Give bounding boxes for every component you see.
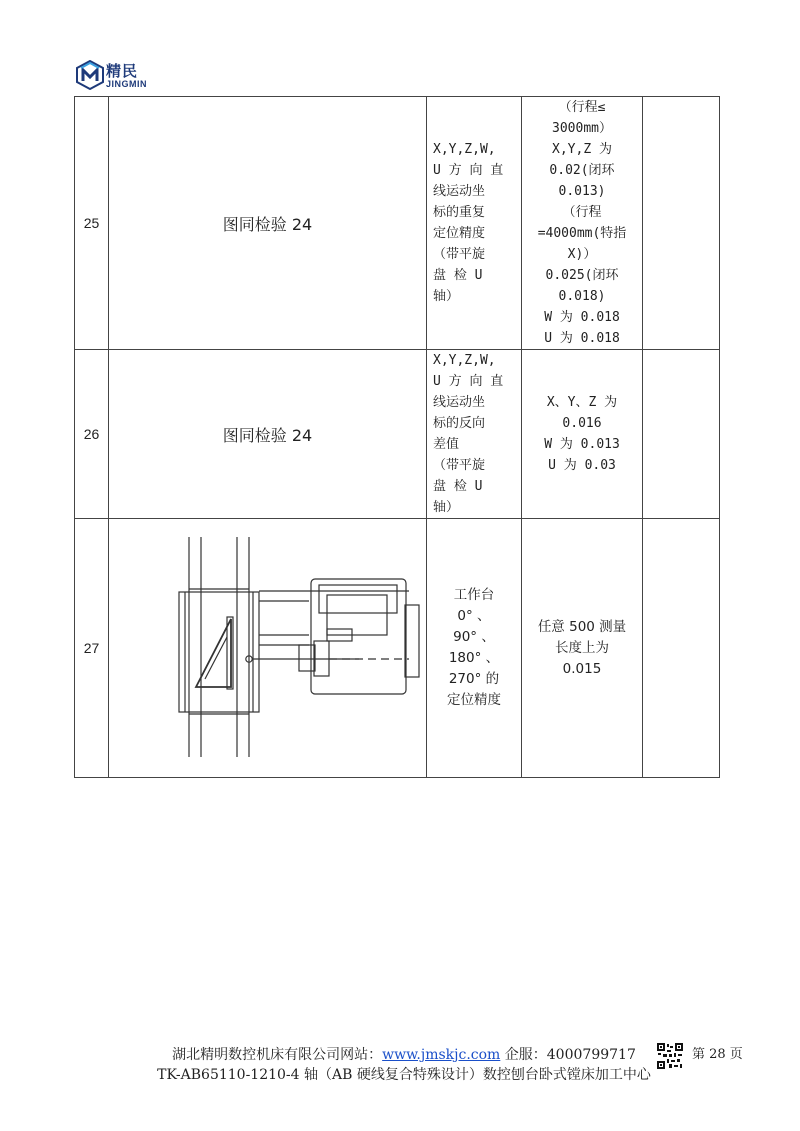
qr-code-icon: [657, 1043, 683, 1069]
measured-value-cell: [643, 97, 720, 350]
jingmin-logo-icon: [76, 60, 104, 90]
logo-english-name: JINGMIN: [106, 79, 148, 89]
table-row: [75, 350, 720, 519]
inspection-item: 工作台 0° 、 90° 、 180° 、 270° 的 定位精度: [427, 519, 522, 778]
inspection-diagram-cell: [109, 519, 427, 778]
inspection-table: [74, 96, 720, 778]
tolerance-value: （行程≤ 3000mm） X,Y,Z 为 0.02(闭环 0.013) （行程 =4000mm(特指 X)） 0.025(闭环 0.018) W 为 0.018 U 为 0.018: [522, 97, 643, 350]
inspection-item: X,Y,Z,W, U 方 向 直 线运动坐 标的反向 差值 （带平旋 盘 检 U 轴）: [427, 350, 522, 519]
company-logo: [76, 60, 176, 94]
row-number: 26: [75, 350, 109, 519]
table-row: [75, 519, 720, 778]
measured-value-cell: [643, 350, 720, 519]
figure-reference: 图同检验 24: [109, 350, 427, 519]
footer-product-name: TK-AB65110-1210-4 轴（AB 硬线复合特殊设计）数控刨台卧式镗床加工中心: [157, 1067, 651, 1083]
tolerance-value: X、Y、Z 为 0.016 W 为 0.013 U 为 0.03: [522, 350, 643, 519]
table-row: [75, 97, 720, 350]
tolerance-value: 任意 500 测量 长度上为 0.015: [522, 519, 643, 778]
page-number: 第 28 页: [692, 1047, 743, 1062]
measured-value-cell: [643, 519, 720, 778]
row-number: 27: [75, 519, 109, 778]
footer-phone: 企服：4000799717: [500, 1047, 636, 1063]
rotary-table-positioning-diagram: [109, 519, 426, 773]
figure-reference: 图同检验 24: [109, 97, 427, 350]
website-link[interactable]: www.jmskjc.com: [382, 1047, 501, 1063]
inspection-item: X,Y,Z,W, U 方 向 直 线运动坐 标的重复 定位精度 （带平旋 盘 检 U 轴）: [427, 97, 522, 350]
footer-company: 湖北精明数控机床有限公司网站：: [172, 1047, 383, 1063]
logo-chinese-name: 精民: [106, 62, 139, 80]
row-number: 25: [75, 97, 109, 350]
